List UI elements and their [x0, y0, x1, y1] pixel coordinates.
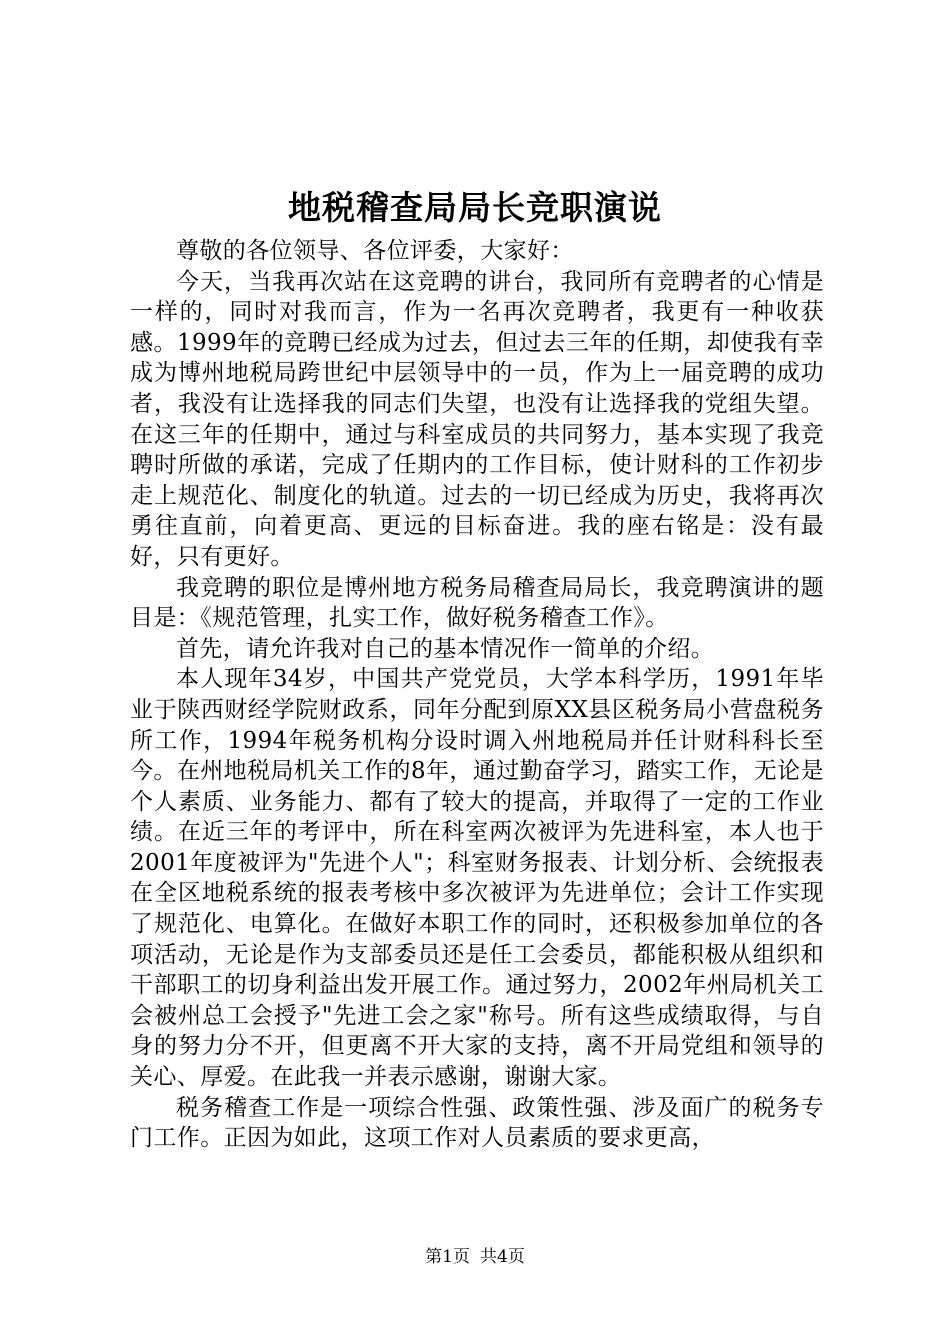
page-footer	[0, 1246, 950, 1268]
salutation-paragraph: 尊敬的各位领导、各位评委，大家好：	[176, 238, 574, 264]
body-paragraph: 本人现年34岁，中国共产党党员，大学本科学历，1991年毕业于陕西财经学院财政系，同年分配到原XX县区税务局小营盘税务所工作，1994年税务机构分设时调入州地税局并任计财科科长至今。在州地税局机关工作的8年，通过勤奋学习，踏实工作，无论是个人素质、业务能力、都有了较大的提高，并取得了一定的工作业绩。在近三年的考评中，所在科室两次被评为先进科室，本人也于2001年度被评为"先进个人"；科室财务报表、计划分析、会统报表在全区地税系统的报表考核中多次被评为先进单位；会计工作实现了规范化、电算化。在做好本职工作的同时，还积极参加单位的各项活动，无论是作为支部委员还是任工会委员，都能积极从组织和干部职工的切身利益出发开展工作。通过努力，2002年州局机关工会被州总工会授予"先进工会之家"称号。所有这些成绩取得，与自身的努力分不开，但更离不开大家的支持，离不开局党组和领导的关心、厚爱。在此我一并表示感谢，谢谢大家。	[130, 666, 824, 1091]
body-paragraph: 首先，请允许我对自己的基本情况作一简单的介绍。	[176, 635, 715, 662]
page-total: 共4页	[480, 1247, 525, 1267]
document-title: 地税稽查局局长竞职演说	[288, 188, 662, 227]
page-number: 第1页	[425, 1247, 470, 1267]
body-paragraph: 我竞聘的职位是博州地方税务局稽查局局长，我竞聘演讲的题目是：《规范管理，扎实工作，做好税务稽查工作》。	[130, 574, 824, 632]
body-paragraph: 今天，当我再次站在这竞聘的讲台，我同所有竞聘者的心情是一样的，同时对我而言，作为一名再次竞聘者，我更有一种收获感。1999年的竞聘已经成为过去，但过去三年的任期，却使我有幸成为博州地税局跨世纪中层领导中的一员，作为上一届竞聘的成功者，我没有让选择我的同志们失望，也没有让选择我的党组失望。在这三年的任期中，通过与科室成员的共同努力，基本实现了我竞聘时所做的承诺，完成了任期内的工作目标，使计财科的工作初步走上规范化、制度化的轨道。过去的一切已经成为历史，我将再次勇往直前，向着更高、更远的目标奋进。我的座右铭是：没有最好，只有更好。	[130, 268, 824, 570]
body-paragraph: 税务稽查工作是一项综合性强、政策性强、涉及面广的税务专门工作。正因为如此，这项工作对人员素质的要求更高，	[130, 1094, 824, 1152]
document-body	[130, 236, 824, 1154]
